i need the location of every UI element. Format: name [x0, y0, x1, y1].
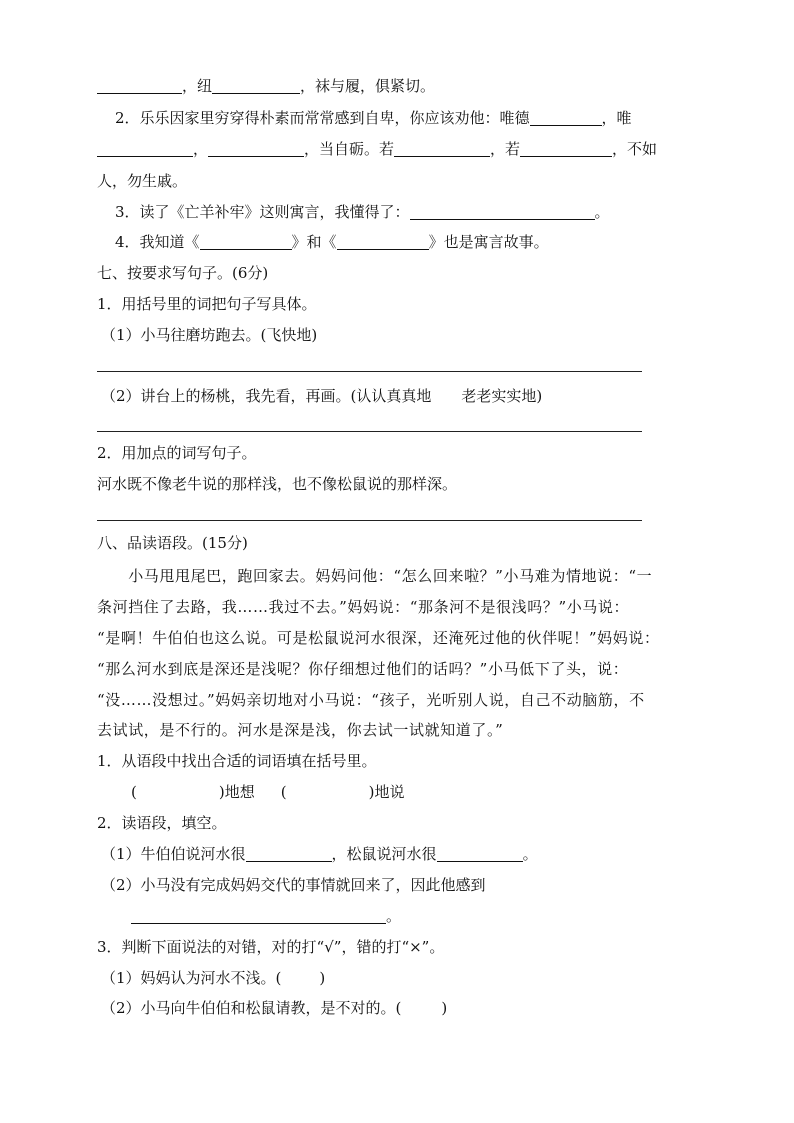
question-6-3: 3．读了《亡羊补牢》这则寓言，我懂得了： 。	[115, 203, 610, 221]
passage-line: “是啊！牛伯伯也这么说。可是松鼠说河水很深，还淹死过他的伙伴呢！”妈妈说：	[97, 629, 660, 647]
question-8-1-answers: ( )地想 ( )地说	[131, 783, 405, 801]
poem-line-1: ，纽 ，袜与履，俱紧切。	[97, 76, 435, 96]
passage-line: 去试试，是不行的。河水是深是浅，你去试一试就知道了。”	[97, 721, 504, 739]
question-8-3-2: （2）小马向牛伯伯和松鼠请教，是不对的。( )	[101, 999, 448, 1017]
blank[interactable]	[246, 845, 332, 862]
passage-line: 条河挡住了去路，我……我过不去。”妈妈说：“那条河不是很浅吗？”小马说：	[97, 598, 630, 616]
answer-line[interactable]	[97, 431, 642, 432]
question-6-2-cont: ， ，当自砺。若 ，若 ，不如	[97, 139, 657, 159]
blank[interactable]	[97, 77, 182, 94]
question-8-3-1: （1）妈妈认为河水不浅。( )	[101, 969, 326, 987]
answer-line[interactable]	[97, 371, 642, 372]
section-7-title: 七、按要求写句子。(6分)	[97, 264, 269, 282]
blank[interactable]	[208, 140, 304, 157]
question-6-4: 4．我知道《 》和《 》也是寓言故事。	[115, 233, 549, 251]
question-7-1-2: （2）讲台上的杨桃，我先看，再画。(认认真真地 老老实实地)	[101, 387, 543, 405]
question-8-2-2: （2）小马没有完成妈妈交代的事情就回来了，因此他感到	[101, 876, 486, 894]
question-6-2-end: 人，勿生戚。	[97, 172, 188, 190]
question-7-2-sentence: 河水既不像老牛说的那样浅，也不像松鼠说的那样深。	[97, 475, 458, 493]
blank[interactable]	[530, 109, 602, 126]
passage-line: “没……没想过。”妈妈亲切地对小马说：“孩子，光听别人说，自己不动脑筋，不	[97, 691, 645, 709]
passage-line: 小马甩甩尾巴，跑回家去。妈妈问他：“怎么回来啦？”小马难为情地说：“一	[97, 567, 653, 585]
question-8-3: 3．判断下面说法的对错，对的打“√”，错的打“×”。	[97, 938, 445, 956]
passage-line: “那么河水到底是深还是浅呢？你仔细想过他们的话吗？”小马低下了头，说：	[97, 660, 629, 678]
blank[interactable]	[410, 203, 595, 220]
question-8-2-2-blank: 。	[131, 906, 401, 926]
question-6-2: 2．乐乐因家里穷穿得朴素而常常感到自卑，你应该劝他：唯德 ，唯	[115, 109, 632, 127]
blank[interactable]	[212, 77, 300, 94]
section-8-title: 八、品读语段。(15分)	[97, 534, 248, 552]
answer-line[interactable]	[97, 520, 642, 521]
question-8-2-1: （1）牛伯伯说河水很 ，松鼠说河水很 。	[101, 845, 538, 863]
question-8-2: 2．读语段，填空。	[97, 814, 227, 832]
question-7-1-1: （1）小马往磨坊跑去。(飞快地)	[101, 326, 318, 344]
question-8-1: 1．从语段中找出合适的词语填在括号里。	[97, 752, 377, 770]
blank[interactable]	[131, 907, 386, 924]
blank[interactable]	[97, 140, 193, 157]
blank[interactable]	[394, 140, 490, 157]
blank[interactable]	[520, 140, 612, 157]
blank[interactable]	[200, 233, 292, 250]
blank[interactable]	[337, 233, 429, 250]
question-7-2: 2．用加点的词写句子。	[97, 444, 257, 462]
question-7-1: 1．用括号里的词把句子写具体。	[97, 295, 317, 313]
blank[interactable]	[437, 845, 523, 862]
